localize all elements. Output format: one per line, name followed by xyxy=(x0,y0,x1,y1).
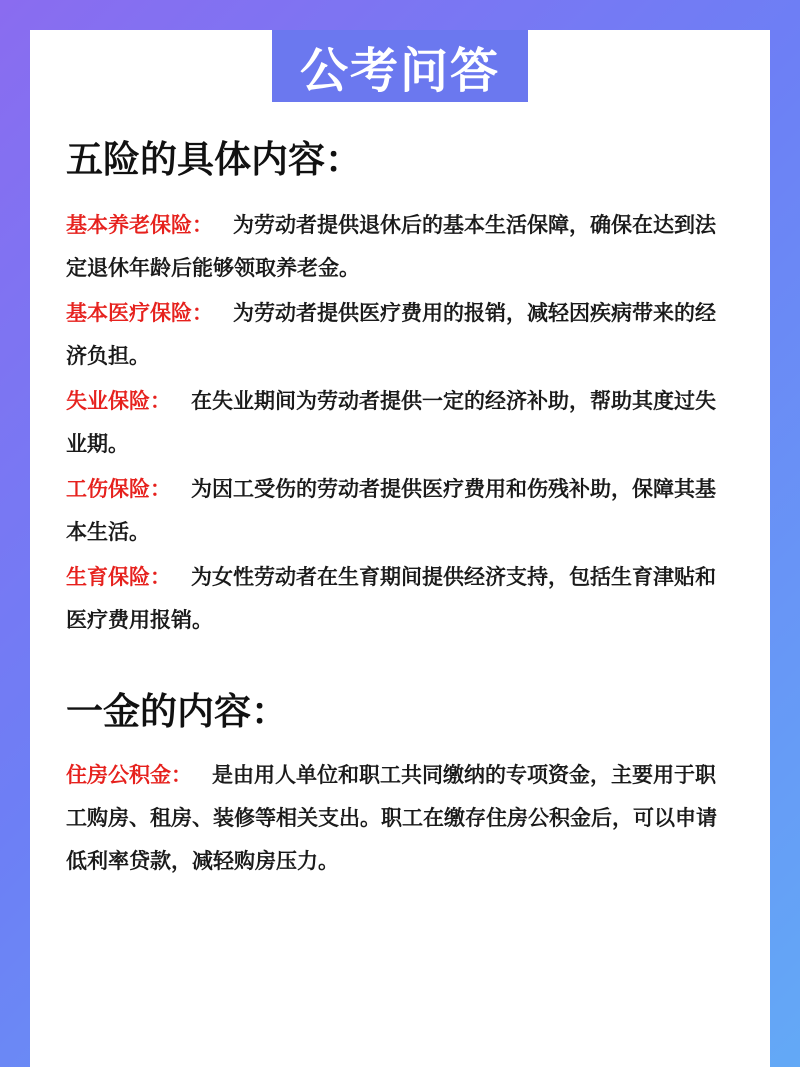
title-banner xyxy=(272,30,528,102)
item-term: 失业保险： xyxy=(66,389,171,413)
item-term: 基本医疗保险： xyxy=(66,301,213,325)
item-desc: 在失业期间为劳动者提供一定的经济补助，帮助其度过失业期。 xyxy=(66,389,716,456)
item-desc: 为因工受伤的劳动者提供医疗费用和伤残补助，保障其基本生活。 xyxy=(66,477,716,544)
item-desc: 为劳动者提供医疗费用的报销，减轻因疾病带来的经济负担。 xyxy=(66,301,716,368)
item-term: 基本养老保险： xyxy=(66,213,213,237)
list-item xyxy=(66,204,736,290)
section-spacer xyxy=(66,642,736,682)
list-item xyxy=(66,380,736,466)
item-term: 生育保险： xyxy=(66,565,171,589)
article-body xyxy=(66,130,736,883)
list-item xyxy=(66,556,736,642)
item-desc: 为女性劳动者在生育期间提供经济支持，包括生育津贴和医疗费用报销。 xyxy=(66,565,716,632)
item-term: 住房公积金： xyxy=(66,763,192,787)
page-title: 公考问答 xyxy=(299,42,500,99)
list-item xyxy=(66,468,736,554)
item-desc: 为劳动者提供退休后的基本生活保障，确保在达到法定退休年龄后能够领取养老金。 xyxy=(66,213,716,280)
item-desc: 是由用人单位和职工共同缴纳的专项资金，主要用于职工购房、租房、装修等相关支出。职工在缴存住房公积金后，可以申请低利率贷款，减轻购房压力。 xyxy=(66,763,717,873)
section-heading-five-insurances: 五险的具体内容： xyxy=(66,138,362,181)
list-item xyxy=(66,292,736,378)
section-heading-housing-fund: 一金的内容： xyxy=(66,690,288,733)
item-term: 工伤保险： xyxy=(66,477,171,501)
list-item xyxy=(66,754,736,883)
